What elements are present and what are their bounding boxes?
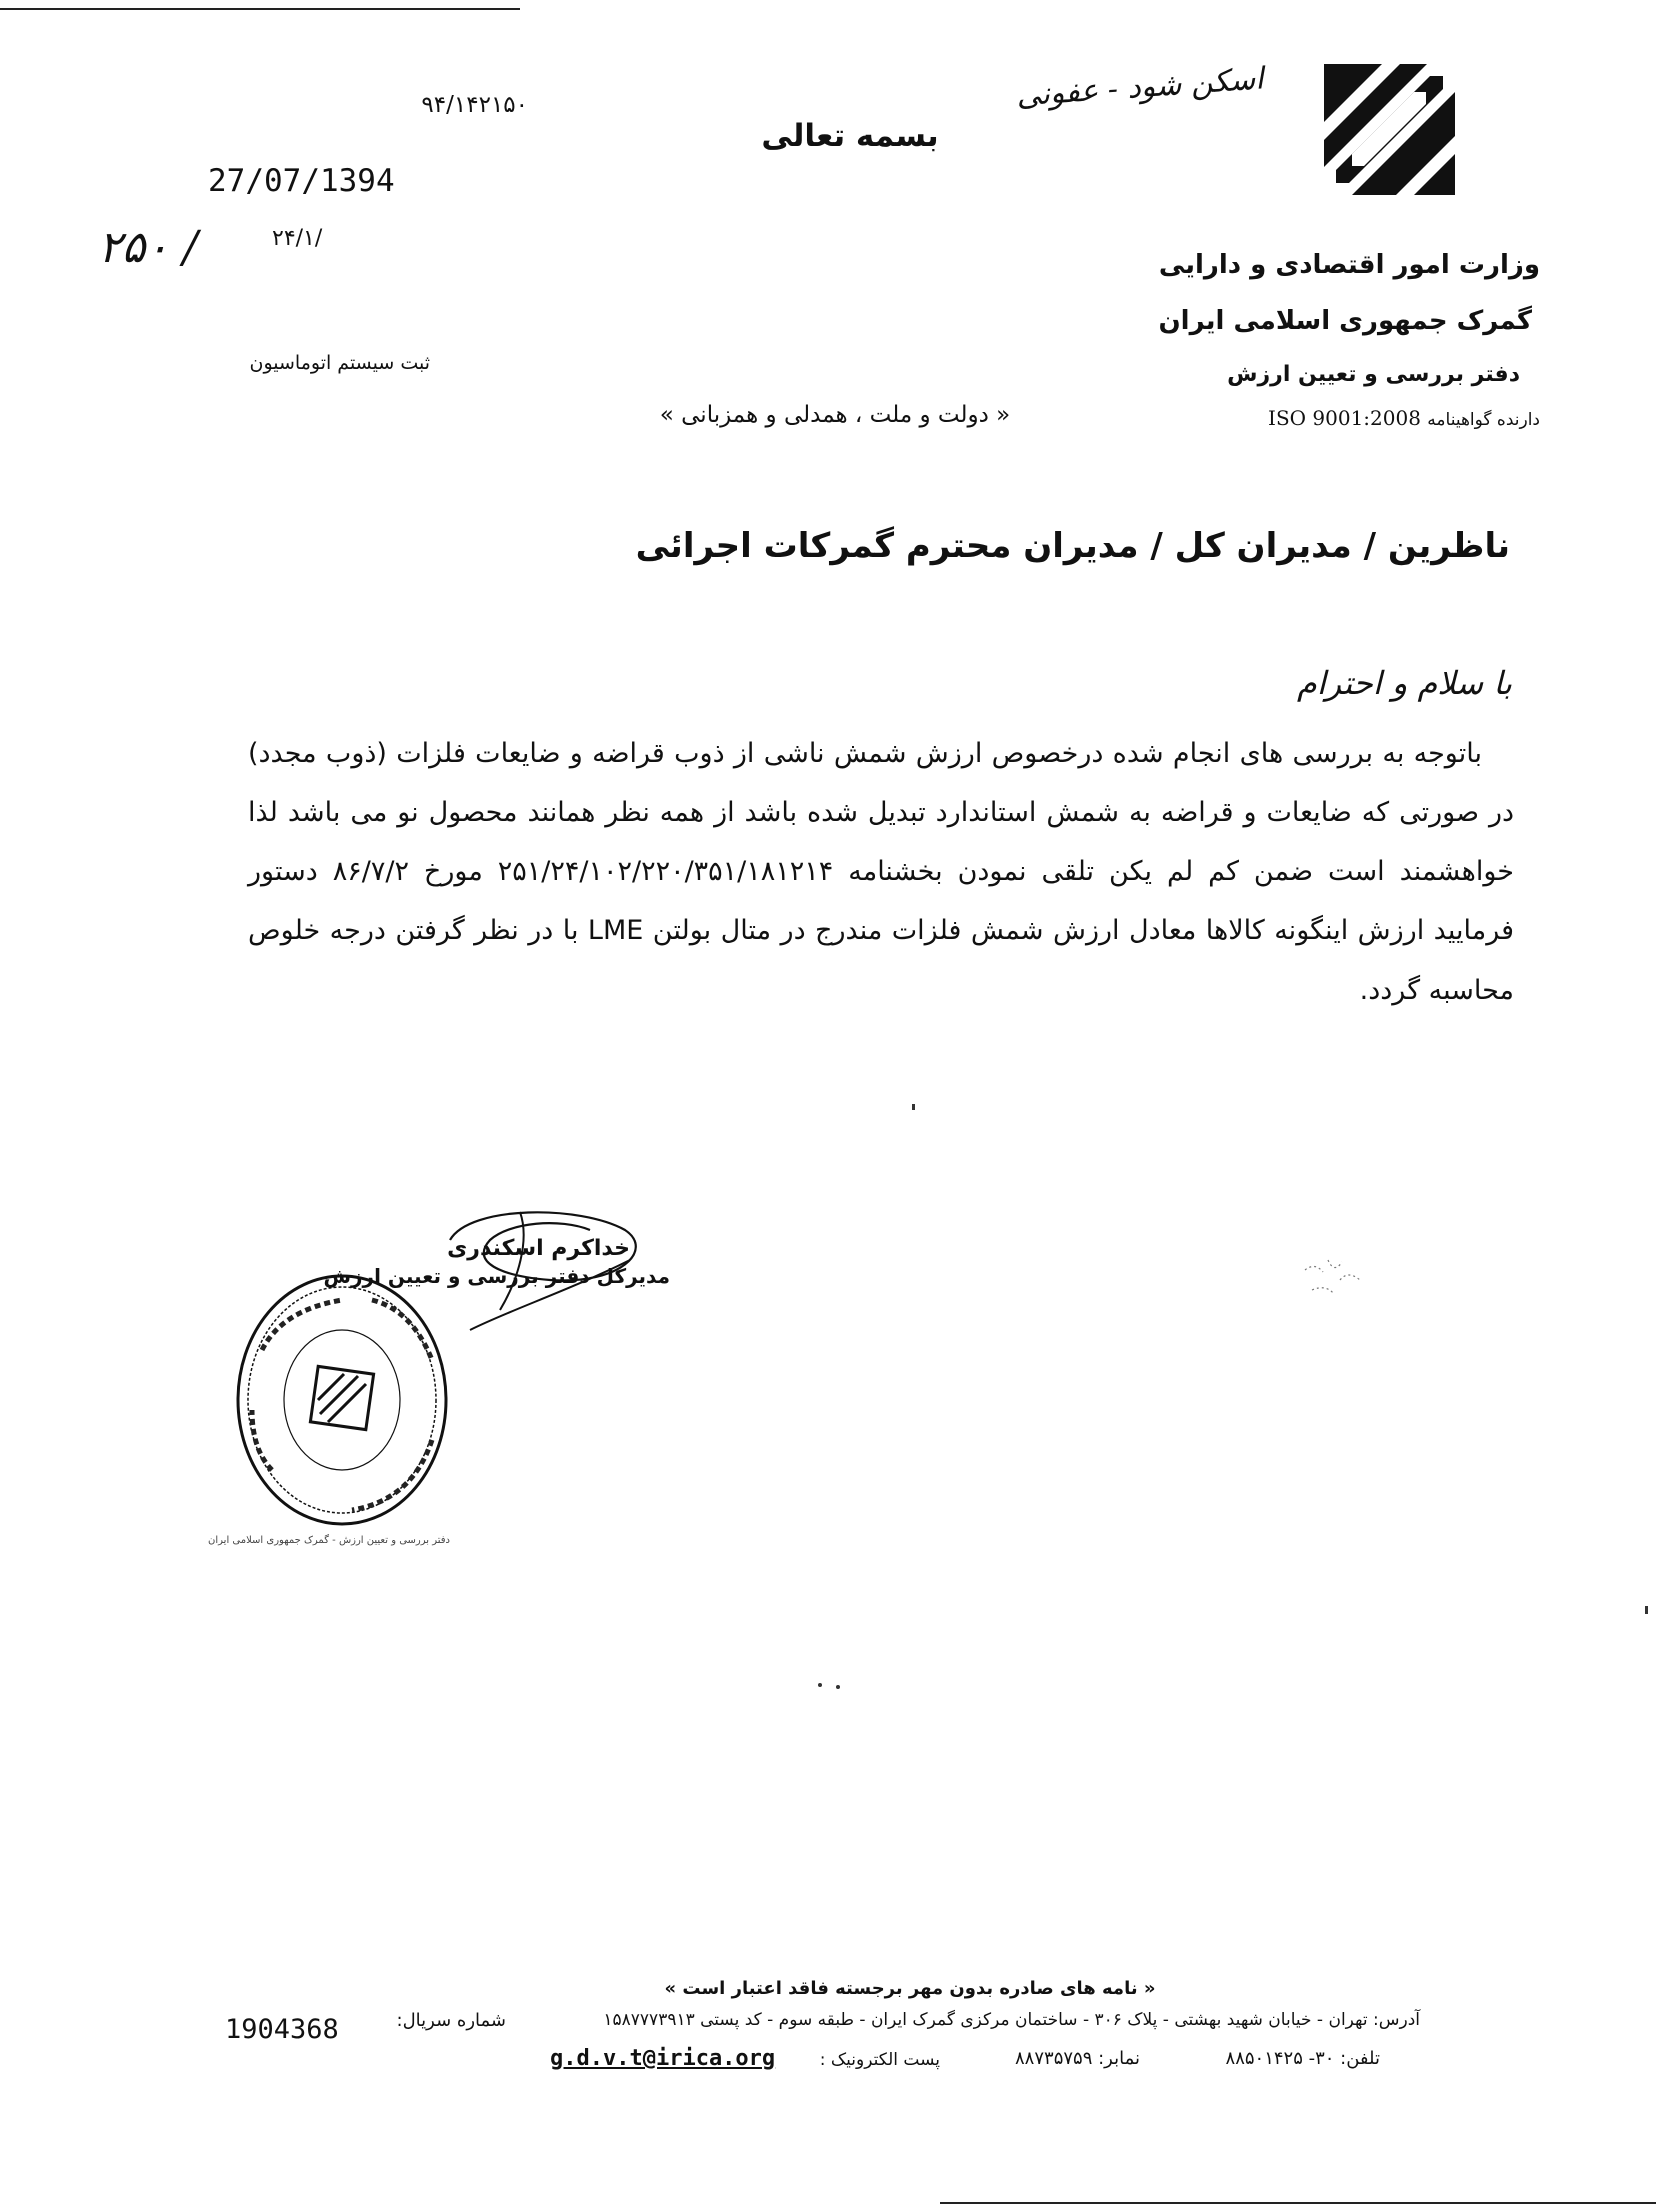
attachment-code: ۲۴/۱/ [272, 226, 323, 251]
official-stamp [232, 1270, 452, 1530]
scan-speck [836, 1685, 840, 1689]
slogan: « دولت و ملت ، همدلی و همزبانی » [659, 402, 1011, 428]
serial-label: شماره سریال: [396, 2010, 506, 2031]
greeting: با سلام و احترام [1296, 664, 1512, 702]
automation-note: ثبت سیستم اتوماسیون [249, 352, 430, 374]
top-edge-line [0, 8, 520, 10]
customs-logo [1322, 62, 1457, 197]
signer-title: مدیرکل دفتر بررسی و تعیین ارزش [323, 1264, 670, 1288]
scan-speck [1645, 1606, 1648, 1614]
footer-email-link[interactable]: g.d.v.t@irica.org [550, 2046, 776, 2071]
handwritten-code: ۲۵۰ / [98, 222, 198, 273]
serial-number: 1904368 [225, 2014, 339, 2045]
stamp-text: دفتر بررسی و تعیین ارزش - گمرک جمهوری اسلامی ایران [208, 1535, 450, 1546]
footer-notice: « نامه های صادره بدون مهر برجسته فاقد اعتبار است » [664, 1978, 1156, 1999]
faint-initial-marks [1300, 1250, 1370, 1310]
letter-date: 27/07/1394 [208, 163, 395, 199]
iso-certificate [1230, 406, 1540, 430]
bismillah-heading: بسمه تعالی [761, 118, 939, 154]
scan-speck [818, 1683, 822, 1687]
scan-speck [912, 1104, 915, 1110]
recipient-heading: ناظرین / مدیران کل / مدیران محترم گمرکات اجرائی [635, 526, 1510, 566]
signer-name: خداکرم اسکندری [447, 1236, 630, 1261]
footer-phone: تلفن: ۳۰- ۸۸۵۰۱۴۲۵ [1225, 2048, 1380, 2069]
ministry-name: وزارت امور اقتصادی و دارایی [1158, 250, 1540, 280]
handwritten-scan-note: اسکن شود - عفونی [1015, 61, 1265, 114]
footer-email-label: پست الکترونیک : [819, 2050, 940, 2070]
footer-address: آدرس: تهران - خیابان شهید بهشتی - پلاک ۳۰۶ - ساختمان مرکزی گمرک ایران - طبقه سوم - کد پستی ۱۵۸۷۷۷۳۹۱۳ [603, 2010, 1420, 2030]
iso-label: دارنده گواهینامه [1427, 410, 1540, 430]
body-line-2: در صورتی که ضایعات و قراضه به شمش استاندارد تبدیل شده باشد از همه نظر همانند محصول نو می باشد لذا [248, 797, 1514, 828]
body-line-1: باتوجه به بررسی های انجام شده درخصوص ارزش شمش ناشی از ذوب قراضه و ضایعات فلزات (ذوب مجدد) [248, 738, 1482, 769]
footer-fax: نمابر: ۸۸۷۳۵۷۵۹ [1015, 2048, 1140, 2069]
body-line-5: محاسبه گردد. [1359, 975, 1514, 1006]
iso-value: ISO 9001:2008 [1268, 406, 1421, 430]
letter-number: ۹۴/۱۴۲۱۵۰ [421, 92, 528, 118]
body-line-4: فرمایید ارزش اینگونه کالاها معادل ارزش شمش فلزات مندرج در متال بولتن LME با در نظر گرفتن درجه خلوص [248, 915, 1514, 946]
office-name: دفتر بررسی و تعیین ارزش [1227, 362, 1520, 387]
handwritten-signature [430, 1200, 660, 1350]
bottom-edge-line [940, 2202, 1656, 2204]
body-line-3: خواهشمند است ضمن کم لم یکن تلقی نمودن بخشنامه ۲۵۱/۲۴/۱۰۲/۲۲۰/۳۵۱/۱۸۱۲۱۴ مورخ ۸۶/۷/۲ دستور [248, 856, 1514, 887]
customs-name: گمرک جمهوری اسلامی ایران [1158, 306, 1532, 336]
